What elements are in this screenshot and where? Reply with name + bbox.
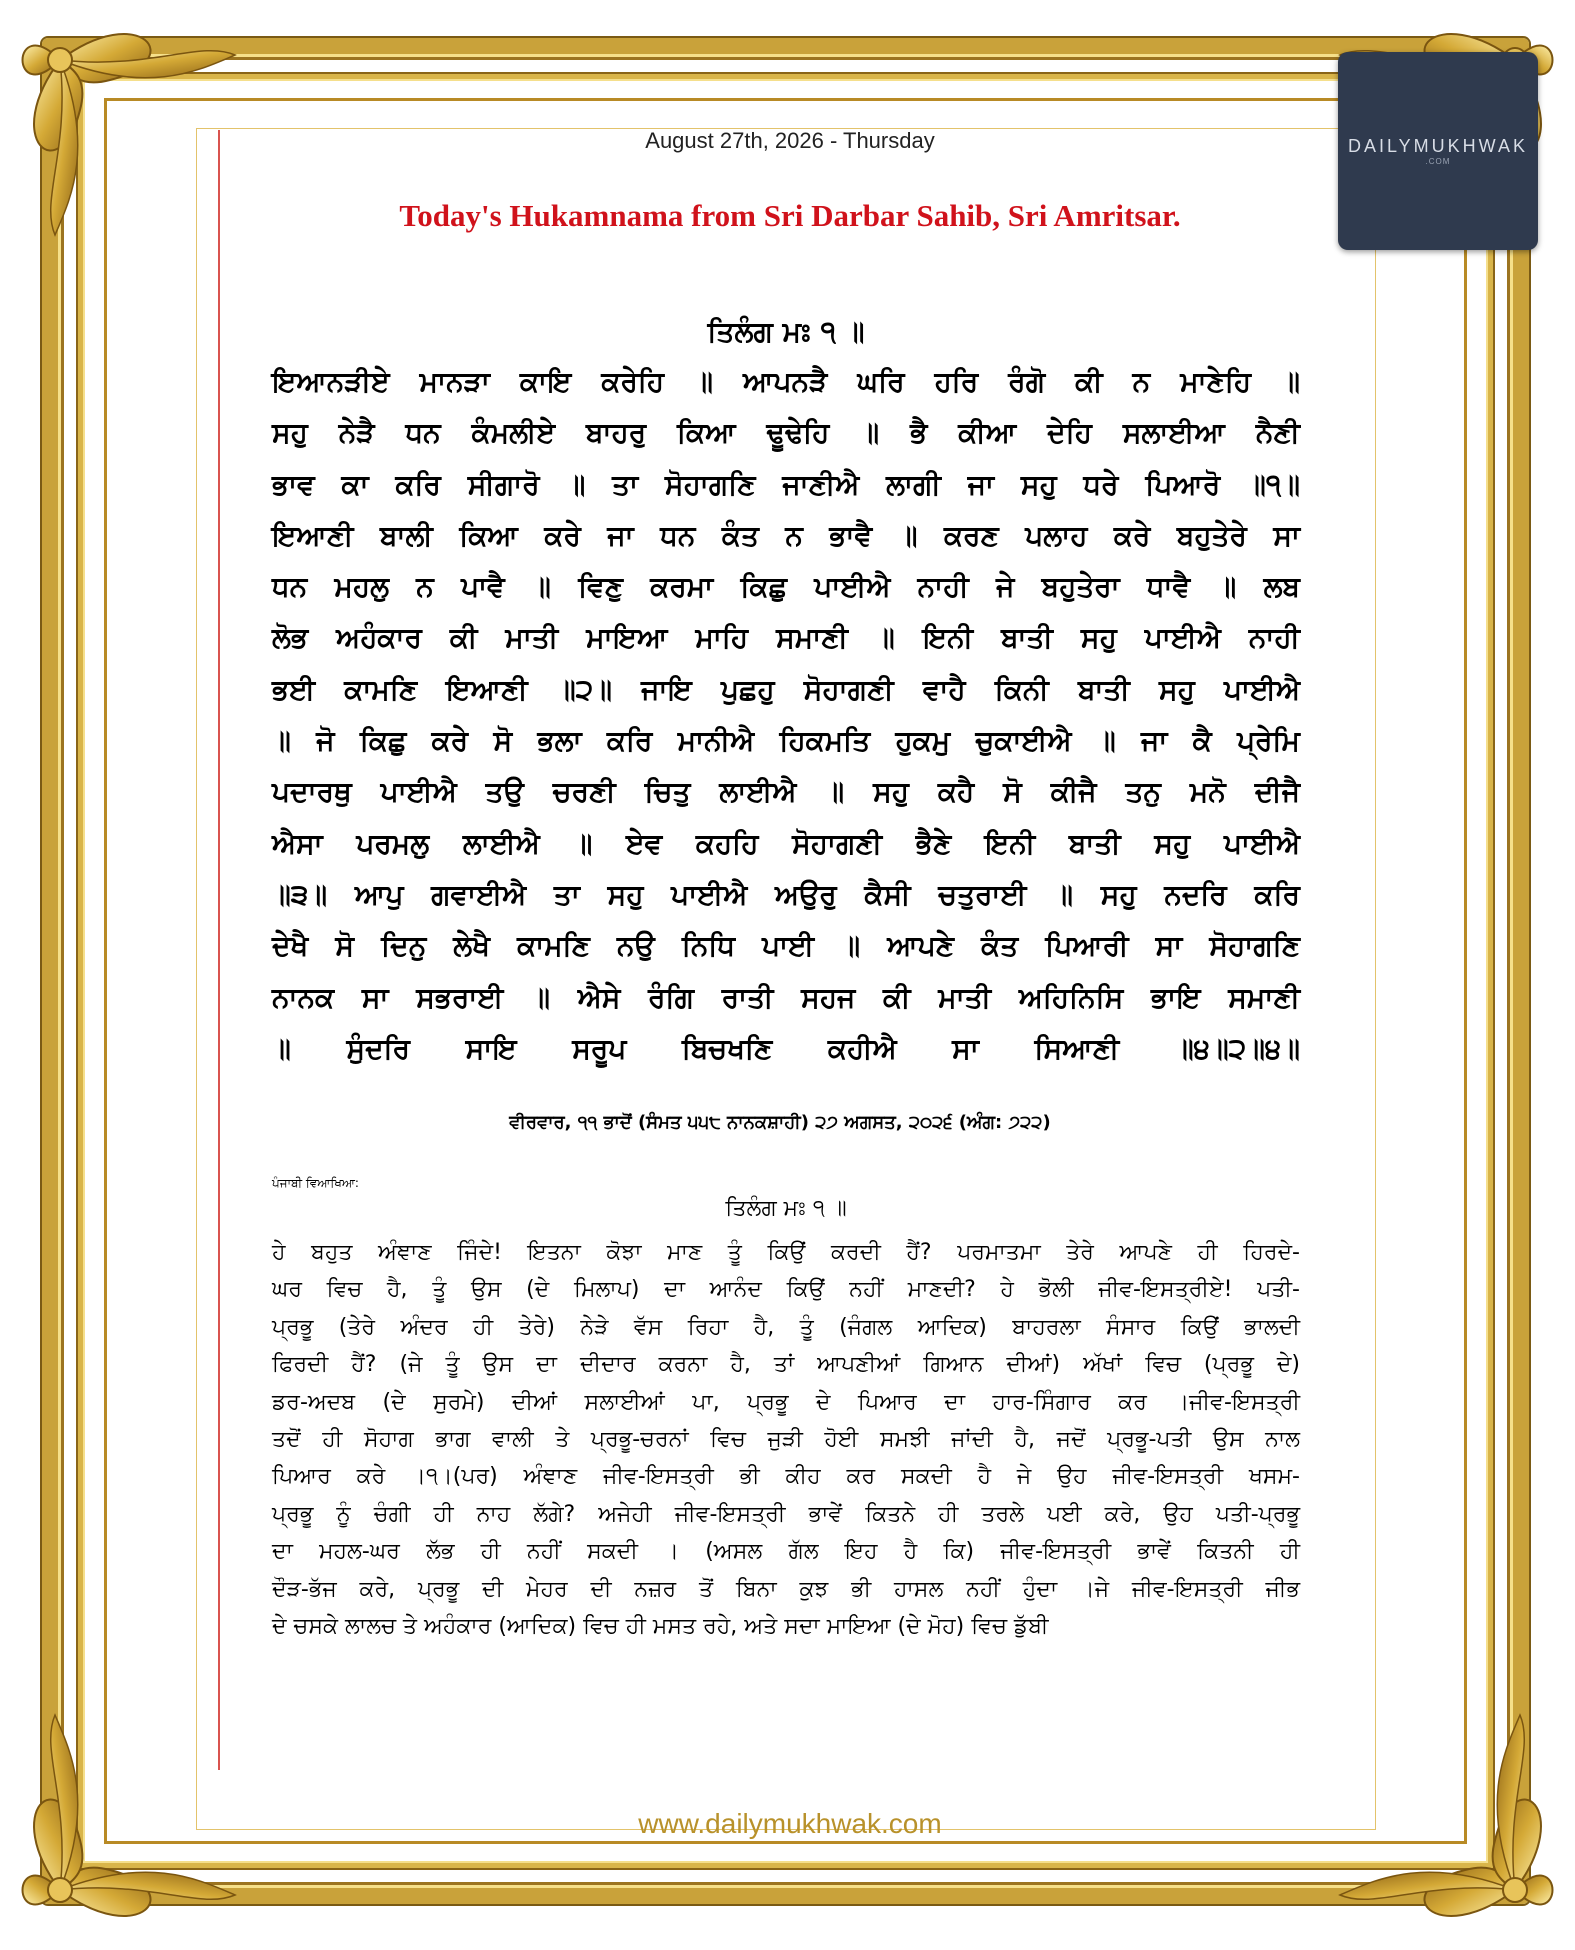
vyakhya-line: ਦਾ ਮਹਲ-ਘਰ ਲੱਭ ਹੀ ਨਹੀਂ ਸਕਦੀ । (ਅਸਲ ਗੱਲ ਇਹ ਹੈ ਕਿ) ਜੀਵ-ਇਸਤ੍ਰੀ ਭਾਵੇਂ ਕਿਤਨੀ ਹੀ bbox=[272, 1539, 1300, 1565]
website-link[interactable]: www.dailymukhwak.com bbox=[638, 1808, 942, 1839]
shabad-line: ॥ ਜੋ ਕਿਛੁ ਕਰੇ ਸੋ ਭਲਾ ਕਰਿ ਮਾਨੀਐ ਹਿਕਮਤਿ ਹੁਕਮੁ ਚੁਕਾਈਐ ॥ ਜਾ ਕੈ ਪ੍ਰੇਮਿ bbox=[272, 724, 1300, 758]
vyakhya-line: ਪ੍ਰਭੂ (ਤੇਰੇ ਅੰਦਰ ਹੀ ਤੇਰੇ) ਨੇੜੇ ਵੱਸ ਰਿਹਾ ਹੈ, ਤੂੰ (ਜੰਗਲ ਆਦਿਕ) ਬਾਹਰਲਾ ਸੰਸਾਰ ਕਿਉਂ ਭਾਲਦੀ bbox=[272, 1314, 1300, 1340]
date-ang-info: ਵੀਰਵਾਰ, ੧੧ ਭਾਦੋਂ (ਸੰਮਤ ੫੫੮ ਨਾਨਕਸ਼ਾਹੀ) ੨੭ ਅਗਸਤ, ੨੦੨੬ (ਅੰਗ: ੭੨੨) bbox=[509, 1112, 1051, 1133]
logo-text: DAILYMUKHWAK bbox=[1347, 136, 1529, 156]
shabad-line: ਐਸਾ ਪਰਮਲੁ ਲਾਈਐ ॥ ਏਵ ਕਹਹਿ ਸੋਹਾਗਣੀ ਭੈਣੇ ਇਨੀ ਬਾਤੀ ਸਹੁ ਪਾਈਐ bbox=[272, 826, 1300, 860]
vyakhya-line: ਡਰ-ਅਦਬ (ਦੇ ਸੁਰਮੇ) ਦੀਆਂ ਸਲਾਈਆਂ ਪਾ, ਪ੍ਰਭੂ ਦੇ ਪਿਆਰ ਦਾ ਹਾਰ-ਸਿੰਗਾਰ ਕਰ ।ਜੀਵ-ਇਸਤ੍ਰੀ bbox=[272, 1389, 1300, 1415]
shabad-line: ॥ ਸੁੰਦਰਿ ਸਾਇ ਸਰੂਪ ਬਿਚਖਣਿ ਕਹੀਐ ਸਾ ਸਿਆਣੀ ॥੪॥੨॥੪॥ bbox=[272, 1031, 1300, 1065]
shabad-line: ਭਾਵ ਕਾ ਕਰਿ ਸੀਗਾਰੋ ॥ ਤਾ ਸੋਹਾਗਣਿ ਜਾਣੀਐ ਲਾਗੀ ਜਾ ਸਹੁ ਧਰੇ ਪਿਆਰੋ ॥੧॥ bbox=[272, 467, 1300, 501]
corner-bow-top-left bbox=[0, 0, 250, 250]
shabad-line: ਸਹੁ ਨੇੜੈ ਧਨ ਕੰਮਲੀਏ ਬਾਹਰੁ ਕਿਆ ਢੂਢੇਹਿ ॥ ਭੈ ਕੀਆ ਦੇਹਿ ਸਲਾਈਆ ਨੈਣੀ bbox=[272, 416, 1300, 450]
shabad-line: ਇਆਣੀ ਬਾਲੀ ਕਿਆ ਕਰੇ ਜਾ ਧਨ ਕੰਤ ਨ ਭਾਵੈ ॥ ਕਰਣ ਪਲਾਹ ਕਰੇ ਬਹੁਤੇਰੇ ਸਾ bbox=[272, 518, 1300, 552]
vyakhya-line: ਪਿਆਰ ਕਰੇ ।੧।(ਪਰ) ਅੰਞਾਣ ਜੀਵ-ਇਸਤ੍ਰੀ ਭੀ ਕੀਹ ਕਰ ਸਕਦੀ ਹੈ ਜੇ ਉਹ ਜੀਵ-ਇਸਤ੍ਰੀ ਖਸਮ- bbox=[272, 1464, 1300, 1490]
page-headline: Today's Hukamnama from Sri Darbar Sahib, Sri Amritsar. bbox=[399, 198, 1181, 233]
dailymukhwak-logo[interactable] bbox=[1338, 52, 1538, 250]
shabad-line: ਇਆਨੜੀਏ ਮਾਨੜਾ ਕਾਇ ਕਰੇਹਿ ॥ ਆਪਨੜੈ ਘਰਿ ਹਰਿ ਰੰਗੋ ਕੀ ਨ ਮਾਣੇਹਿ ॥ bbox=[272, 365, 1300, 398]
vyakhya-block bbox=[272, 1234, 1300, 1645]
shabad-block bbox=[272, 312, 1300, 1074]
vyakhya-line: ਫਿਰਦੀ ਹੈਂ? (ਜੇ ਤੂੰ ਉਸ ਦਾ ਦੀਦਾਰ ਕਰਨਾ ਹੈ, ਤਾਂ ਆਪਣੀਆਂ ਗਿਆਨ ਦੀਆਂ) ਅੱਖਾਂ ਵਿਚ (ਪ੍ਰਭੂ ਦੇ) bbox=[272, 1352, 1300, 1378]
date-line: August 27th, 2026 - Thursday bbox=[645, 128, 935, 153]
shabad-line: ਧਨ ਮਹਲੁ ਨ ਪਾਵੈ ॥ ਵਿਣੁ ਕਰਮਾ ਕਿਛੁ ਪਾਈਐ ਨਾਹੀ ਜੇ ਬਹੁਤੇਰਾ ਧਾਵੈ ॥ ਲਬ bbox=[272, 570, 1300, 604]
logo-subtext: .COM bbox=[1425, 157, 1451, 166]
red-margin-rule bbox=[218, 130, 220, 1770]
vyakhya-label: ਪੰਜਾਬੀ ਵਿਆਖਿਆ: bbox=[272, 1176, 359, 1190]
shabad-line: ਭਈ ਕਾਮਣਿ ਇਆਣੀ ॥੨॥ ਜਾਇ ਪੁਛਹੁ ਸੋਹਾਗਣੀ ਵਾਹੈ ਕਿਨੀ ਬਾਤੀ ਸਹੁ ਪਾਈਐ bbox=[272, 672, 1300, 706]
vyakhya-line: ਦੇ ਚਸਕੇ ਲਾਲਚ ਤੇ ਅਹੰਕਾਰ (ਆਦਿਕ) ਵਿਚ ਹੀ ਮਸਤ ਰਹੇ, ਅਤੇ ਸਦਾ ਮਾਇਆ (ਦੇ ਮੋਹ) ਵਿਚ ਡੁੱਬੀ bbox=[272, 1614, 1049, 1640]
vyakhya-title: ਤਿਲੰਗ ਮਃ ੧ ॥ bbox=[725, 1196, 847, 1221]
corner-bow-bottom-right bbox=[1325, 1700, 1575, 1950]
corner-bow-bottom-left bbox=[0, 1700, 250, 1950]
shabad-line: ਨਾਨਕ ਸਾ ਸਭਰਾਈ ॥ ਐਸੇ ਰੰਗਿ ਰਾਤੀ ਸਹਜ ਕੀ ਮਾਤੀ ਅਹਿਨਿਸਿ ਭਾਇ ਸਮਾਣੀ bbox=[272, 980, 1300, 1014]
vyakhya-line: ਪ੍ਰਭੂ ਨੂੰ ਚੰਗੀ ਹੀ ਨਾਹ ਲੱਗੇ? ਅਜੇਹੀ ਜੀਵ-ਇਸਤ੍ਰੀ ਭਾਵੇਂ ਕਿਤਨੇ ਹੀ ਤਰਲੇ ਪਈ ਕਰੇ, ਉਹ ਪਤੀ-ਪ੍ਰਭੂ bbox=[272, 1501, 1300, 1527]
vyakhya-line: ਘਰ ਵਿਚ ਹੈ, ਤੂੰ ਉਸ (ਦੇ ਮਿਲਾਪ) ਦਾ ਆਨੰਦ ਕਿਉਂ ਨਹੀਂ ਮਾਣਦੀ? ਹੇ ਭੋਲੀ ਜੀਵ-ਇਸਤ੍ਰੀਏ! ਪਤੀ- bbox=[272, 1277, 1300, 1303]
vyakhya-line: ਹੇ ਬਹੁਤ ਅੰਞਾਣ ਜਿੰਦੇ! ਇਤਨਾ ਕੋਝਾ ਮਾਣ ਤੂੰ ਕਿਉਂ ਕਰਦੀ ਹੈਂ? ਪਰਮਾਤਮਾ ਤੇਰੇ ਆਪਣੇ ਹੀ ਹਿਰਦੇ- bbox=[272, 1240, 1300, 1265]
shabad-line: ॥੩॥ ਆਪੁ ਗਵਾਈਐ ਤਾ ਸਹੁ ਪਾਈਐ ਅਉਰੁ ਕੈਸੀ ਚਤੁਰਾਈ ॥ ਸਹੁ ਨਦਰਿ ਕਰਿ bbox=[272, 877, 1300, 911]
shabad-line: ਲੋਭ ਅਹੰਕਾਰ ਕੀ ਮਾਤੀ ਮਾਇਆ ਮਾਹਿ ਸਮਾਣੀ ॥ ਇਨੀ ਬਾਤੀ ਸਹੁ ਪਾਈਐ ਨਾਹੀ bbox=[272, 621, 1300, 655]
shabad-line: ਦੇਖੈ ਸੋ ਦਿਨੁ ਲੇਖੈ ਕਾਮਣਿ ਨਉ ਨਿਧਿ ਪਾਈ ॥ ਆਪਣੇ ਕੰਤ ਪਿਆਰੀ ਸਾ ਸੋਹਾਗਣਿ bbox=[272, 929, 1300, 963]
vyakhya-line: ਦੌੜ-ਭੱਜ ਕਰੇ, ਪ੍ਰਭੂ ਦੀ ਮੇਹਰ ਦੀ ਨਜ਼ਰ ਤੋਂ ਬਿਨਾ ਕੁਝ ਭੀ ਹਾਸਲ ਨਹੀਂ ਹੁੰਦਾ ।ਜੇ ਜੀਵ-ਇਸਤ੍ਰੀ ਜੀਭ bbox=[272, 1576, 1300, 1602]
shabad-title: ਤਿਲੰਗ ਮਃ ੧ ॥ bbox=[707, 315, 865, 348]
shabad-line: ਪਦਾਰਥੁ ਪਾਈਐ ਤਉ ਚਰਣੀ ਚਿਤੁ ਲਾਈਐ ॥ ਸਹੁ ਕਹੈ ਸੋ ਕੀਜੈ ਤਨੁ ਮਨੋ ਦੀਜੈ bbox=[272, 775, 1300, 809]
vyakhya-line: ਤਦੋਂ ਹੀ ਸੋਹਾਗ ਭਾਗ ਵਾਲੀ ਤੇ ਪ੍ਰਭੂ-ਚਰਨਾਂ ਵਿਚ ਜੁੜੀ ਹੋਈ ਸਮਝੀ ਜਾਂਦੀ ਹੈ, ਜਦੋਂ ਪ੍ਰਭੂ-ਪਤੀ ਉਸ ਨਾਲ bbox=[272, 1427, 1300, 1453]
